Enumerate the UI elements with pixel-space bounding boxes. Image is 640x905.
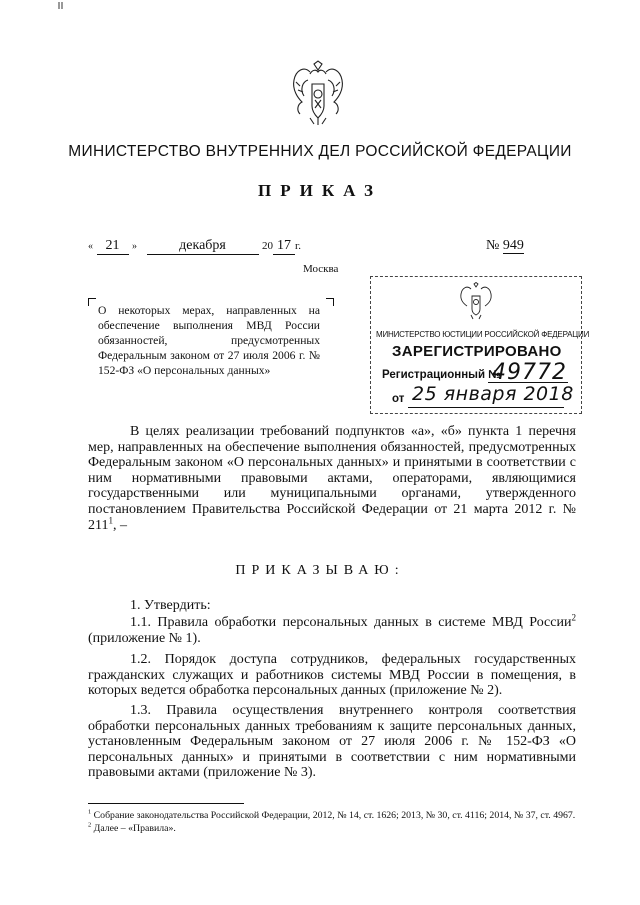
- preamble: [88, 424, 576, 533]
- date-year-prefix: 20: [262, 240, 273, 252]
- decree-heading: ПРИКАЗЫВАЮ:: [235, 563, 405, 578]
- item-1-text: 1. Утвердить:: [130, 598, 211, 613]
- item-1-3: [88, 703, 576, 781]
- item-1-2: [88, 652, 576, 699]
- footnote-2-mark: 2: [88, 821, 92, 829]
- order-date: [88, 238, 301, 255]
- stamp-ministry: МИНИСТЕРСТВО ЮСТИЦИИ РОССИЙСКОЙ ФЕДЕРАЦИИ: [376, 330, 590, 339]
- footnotes: [88, 810, 576, 835]
- bracket-right: [326, 298, 334, 306]
- stamp-from-label: от: [392, 393, 405, 405]
- stamp-registered: ЗАРЕГИСТРИРОВАНО: [392, 343, 562, 360]
- footnote-1-mark: 1: [88, 808, 92, 816]
- footnote-1: [88, 810, 576, 823]
- coat-of-arms-icon: [288, 60, 348, 126]
- date-day: 21: [97, 238, 129, 255]
- footnote-2: [88, 823, 576, 836]
- date-year-suffix: г.: [295, 240, 302, 252]
- item-1-1-tail: (приложение № 1).: [88, 630, 201, 646]
- item-1-2-text: 1.2. Порядок доступа сотрудников, федеральных государственных гражданских служащих и работников системы МВД России в помещения, в которых ведется обработка персональных данных (приложение № 2).: [88, 652, 576, 699]
- footnote-separator: [88, 803, 244, 804]
- item-1: [88, 598, 576, 614]
- date-quote-close: »: [132, 241, 137, 252]
- item-1-1: [88, 612, 576, 646]
- date-quote-open: «: [88, 241, 93, 252]
- date-year: 17: [273, 238, 295, 255]
- footnote-2-text: Далее – «Правила».: [91, 822, 176, 834]
- stamp-date-line: [408, 407, 564, 408]
- preamble-text: В целях реализации требований подпунктов «а», «б» пункта 1 перечня мер, направленных на обеспечение выполнения обязанностей, предусмотренных Федеральным законом «О персональных данных» и принятыми в соответствии с ним нормативными правовыми актами, операторами, являющимися государственными или муниципальными органами, утвержденного постановлением Правительства Российской Федерации от 21 марта 2012 г. № 211: [88, 424, 576, 533]
- item-1-indent: [88, 598, 130, 613]
- item-1-1-indent: [88, 615, 130, 630]
- scan-mark-icon: [58, 2, 64, 10]
- date-month: декабря: [147, 238, 259, 255]
- stamp-emblem-icon: [459, 282, 493, 320]
- preamble-indent: [88, 424, 130, 439]
- footnote-ref-2: 2: [571, 612, 576, 623]
- stamp-reg-label: Регистрационный №: [382, 369, 502, 381]
- ministry-name: МИНИСТЕРСТВО ВНУТРЕННИХ ДЕЛ РОССИЙСКОЙ ФЕДЕРАЦИИ: [68, 143, 572, 160]
- city: Москва: [303, 263, 339, 275]
- footnote-1-text: Собрание законодательства Российской Федерации, 2012, № 14, ст. 1626; 2013, № 30, ст. 4116; 2014, № 37, ст. 4967.: [91, 810, 576, 821]
- order-subject: О некоторых мерах, направленных на обеспечение выполнения МВД России обязанностей, предусмотренных Федеральным законом от 27 июля 2006 г. № 152-ФЗ «О персональных данных»: [98, 304, 320, 377]
- document-title: ПРИКАЗ: [258, 181, 382, 200]
- footnote-ref-1: 1: [108, 514, 114, 525]
- preamble-tail: , –: [113, 517, 128, 533]
- stamp-reg-number: 49772: [492, 360, 567, 385]
- item-1-3-indent: [88, 703, 130, 718]
- number-value: 949: [502, 238, 524, 253]
- item-1-1-text: 1.1. Правила обработки персональных данных в системе МВД России: [130, 615, 572, 630]
- registration-stamp: [370, 276, 590, 416]
- bracket-left: [88, 298, 96, 306]
- stamp-reg-date: 25 января 2018: [412, 383, 574, 405]
- item-1-3-text: 1.3. Правила осуществления внутреннего контроля соответствия обработки персональных данных требованиям к защите персональных данных, установленным Федеральным законом от 27 июля 2006 г. № 152-ФЗ «О персональных данных» и принятыми в соответствии с ним нормативными правовыми актами (приложение № 3).: [88, 703, 576, 781]
- item-1-2-indent: [88, 652, 130, 667]
- order-number: [486, 238, 524, 254]
- number-label: №: [486, 238, 500, 253]
